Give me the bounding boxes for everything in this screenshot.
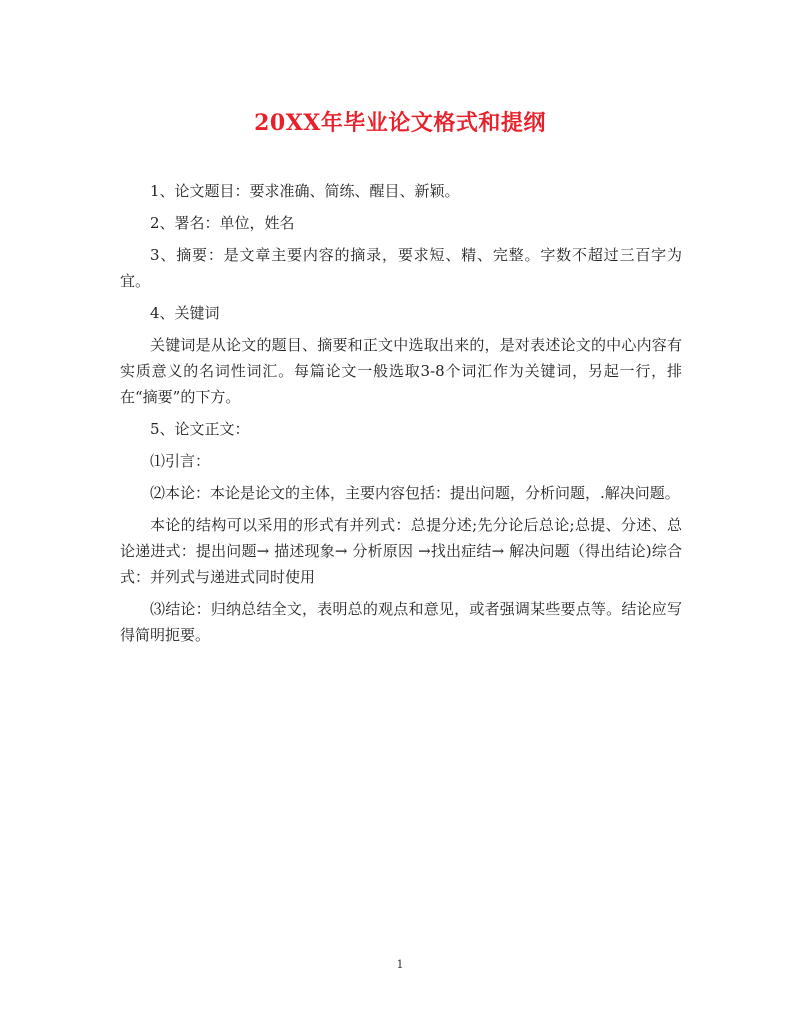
paragraph-main-body: ⑵本论：本论是论文的主体，主要内容包括：提出问题，分析问题，.解决问题。 (150, 484, 680, 502)
page-number: 1 (396, 958, 404, 971)
paragraph-introduction: ⑴引言： (150, 452, 211, 470)
paragraph-main-text-heading: 5、论文正文： (150, 420, 250, 438)
paragraph-keywords-body: 关键词是从论文的题目、摘要和正文中选取出来的，是对表述论文的中心内容有实质意义的名词性词汇。每篇论文一般选取3-8个词汇作为关键词，另起一行，排在“摘要”的下方。 (120, 336, 682, 406)
paragraph-keywords-heading: 4、关键词 (150, 304, 220, 322)
document-title: 20XX年毕业论文格式和提纲 (254, 110, 546, 136)
paragraph-thesis-title: 1、论文题目：要求准确、简练、醒目、新颖。 (150, 182, 460, 200)
paragraph-structure: 本论的结构可以采用的形式有并列式：总提分述;先分论后总论;总提、分述、总论递进式：提出问题→ 描述现象→ 分析原因 →找出症结→ 解决问题（得出结论)综合式：并列式与递进式同时使用 (120, 516, 682, 586)
paragraph-signature: 2、署名：单位，姓名 (150, 214, 295, 232)
paragraph-abstract: 3、摘要：是文章主要内容的摘录，要求短、精、完整。字数不超过三百字为宜。 (120, 246, 682, 290)
document-body (120, 178, 682, 654)
paragraph-conclusion: ⑶结论：归纳总结全文，表明总的观点和意见，或者强调某些要点等。结论应写得简明扼要。 (120, 600, 682, 644)
